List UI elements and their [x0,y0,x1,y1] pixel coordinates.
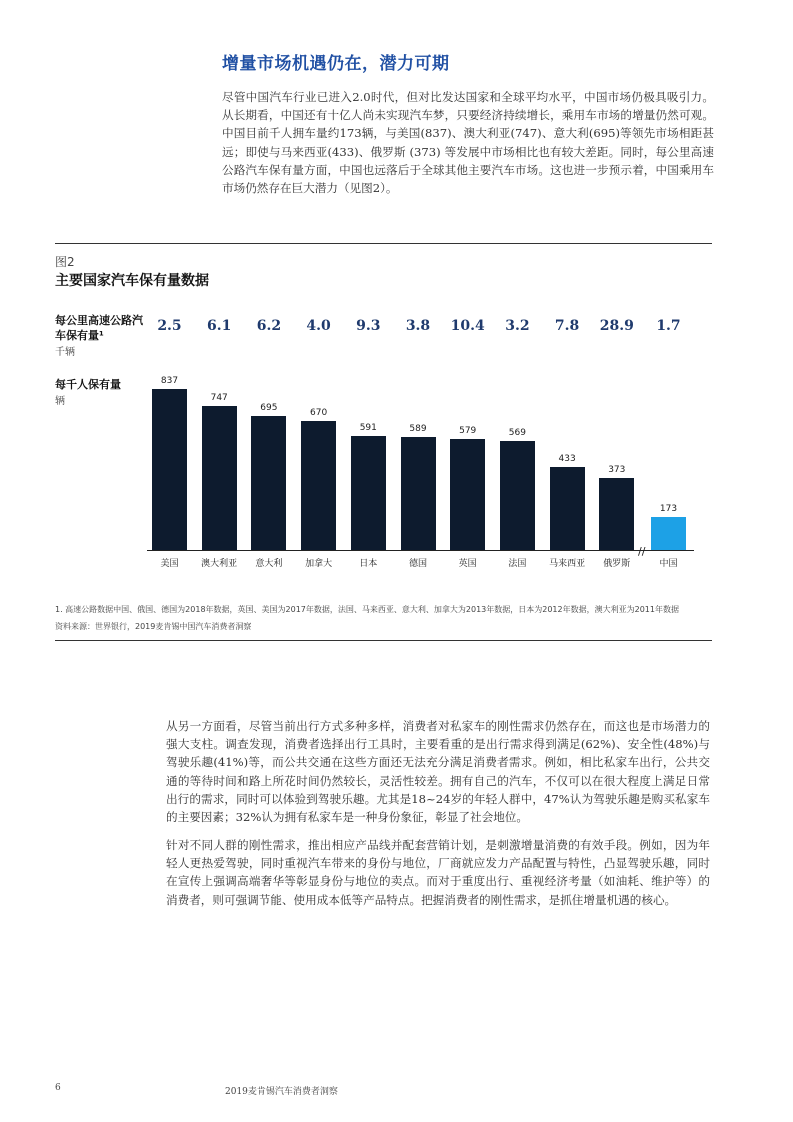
bar-value-label: 837 [160,376,179,386]
figure-source: 资料来源：世界银行，2019麦肯锡中国汽车消费者洞察 [55,622,252,631]
x-tick-label: 意大利 [255,559,283,569]
highway-density-value: 7.8 [554,318,580,334]
chart-baseline [147,550,694,551]
bar-3 [301,421,336,550]
highway-density-label: 每公里高速公路汽车保有量¹ [55,314,143,342]
x-tick-label: 中国 [659,559,678,569]
bar-value-label: 589 [409,423,427,434]
bar-8 [550,467,585,550]
intro-paragraph: 尽管中国汽车行业已进入2.0时代，但对比发达国家和全球平均水平，中国市场仍极具吸引力。从长期看，中国还有十亿人尚未实现汽车梦，只要经济持续增长，乘用车市场的增量仍然可观。中国目前千人拥车量约173辆，与美国(837)、澳大利亚(747)、意大利(695)等领先市场相距甚远；即使与马来西亚(433)、俄罗斯 (373) 等发展中市场相比也有较大差距。同时，每公里高速公路汽车保有量方面，中国也远落后于全球其他主要汽车市场。这也进一步预示着，中国乘用车市场仍然存在巨大潜力（见图2）。 [222,90,714,196]
axis-break-mark: // [638,545,646,558]
bar-value-label: 373 [608,465,626,476]
bar-10 [651,517,686,550]
x-tick-label: 德国 [408,559,427,569]
bar-value-label: 173 [659,503,678,514]
figure-bottom-rule [55,640,712,641]
highway-density-value: 28.9 [599,318,634,334]
highway-density-value: 3.8 [405,318,431,334]
x-tick-label: 法国 [508,559,527,569]
bar-value-label: 747 [210,393,228,404]
bar-2 [251,416,286,550]
highway-density-value: 3.2 [505,318,530,334]
bar-4 [351,436,386,550]
bar-value-label: 579 [459,425,477,436]
x-tick-label: 俄罗斯 [603,559,631,569]
page-number: 6 [55,1083,61,1093]
bar-value-label: 670 [310,408,328,419]
x-tick-label: 日本 [359,559,378,569]
body-paragraph-2: 从另一方面看，尽管当前出行方式多种多样，消费者对私家车的刚性需求仍然存在，而这也是市场潜力的强大支柱。调查发现，消费者选择出行工具时，主要看重的是出行需求得到满足(62%)、安全性(48%)与驾驶乐趣(41%)等，而公共交通在这些方面还无法充分满足消费者需求。例如，相比私家车出行，公共交通的等待时间和路上所花时间仍然较长，灵活性较差。拥有自己的汽车，不仅可以在很大程度上满足日常出行的需求，同时可以体验到驾驶乐趣。尤其是18~24岁的年轻人群中，47%认为驾驶乐趣是购买私家车的主要因素；32%认为拥有私家车是一种身份象征，彰显了社会地位。 [166,719,710,825]
highway-density-unit: 千辆 [55,347,75,358]
footer-publication: 2019麦肯锡汽车消费者洞察 [225,1087,338,1097]
highway-density-value: 1.7 [656,318,681,334]
body-paragraph-3: 针对不同人群的刚性需求，推出相应产品线并配套营销计划，是刺激增量消费的有效手段。例如，因为年轻人更热爱驾驶，同时重视汽车带来的身份与地位，厂商就应发力产品配置与特性，凸显驾驶乐趣，同时在宣传上强调高端奢华等彰显身份与地位的卖点。而对于重度出行、重视经济考量（如油耗、维护等）的消费者，则可强调节能、使用成本低等产品特点。把握消费者的刚性需求，是抓住增量机遇的核心。 [166,838,710,907]
x-tick-label: 英国 [458,559,477,569]
bar-0 [152,389,187,550]
figure-label: 图2 [55,255,75,269]
bar-1 [202,406,237,550]
x-tick-label: 马来西亚 [549,559,586,569]
bar-5 [401,437,436,550]
figure-footnote: 1. 高速公路数据中国、俄国、德国为2018年数据，英国、美国为2017年数据，法国、马来西亚、意大利、加拿大为2013年数据，日本为2012年数据，澳大利亚为2011年数据 [55,605,679,614]
section-heading: 增量市场机遇仍在，潜力可期 [222,54,450,74]
bar-value-label: 569 [508,427,526,438]
bar-9 [599,478,634,550]
x-tick-label: 澳大利亚 [201,559,238,569]
bar-value-label: 591 [359,423,377,434]
highway-density-value: 10.4 [450,318,485,334]
highway-density-value: 2.5 [157,318,182,334]
bar-6 [450,439,485,550]
highway-density-value: 9.3 [356,318,381,334]
per-thousand-unit: 辆 [55,396,65,407]
highway-density-value: 6.1 [207,318,232,334]
x-tick-label: 加拿大 [305,559,333,569]
bar-value-label: 433 [558,453,576,464]
bar-7 [500,441,535,550]
highway-density-value: 6.2 [256,318,282,334]
x-tick-label: 美国 [160,559,179,569]
highway-density-value: 4.0 [306,318,331,334]
bar-value-label: 695 [260,403,278,414]
figure-title: 主要国家汽车保有量数据 [55,273,209,289]
per-thousand-label: 每千人保有量 [55,378,121,391]
